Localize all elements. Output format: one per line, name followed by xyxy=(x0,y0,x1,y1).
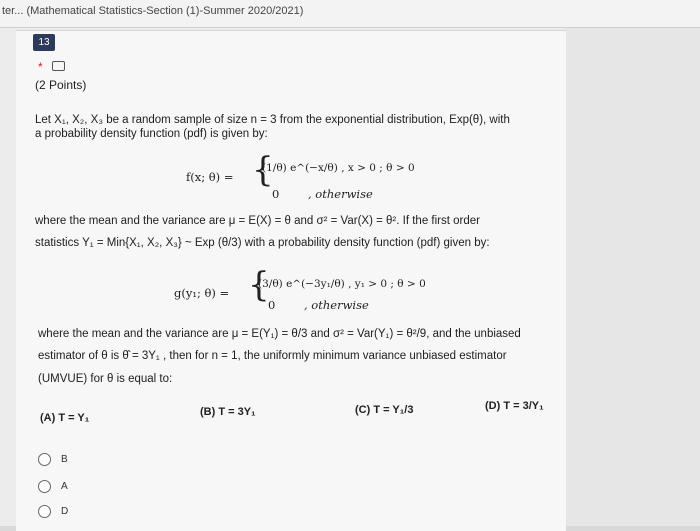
estimator-text: estimator of θ is θ̂ = 3Y₁ , then for n = 1, the uniformly minimum variance unbiased estimator xyxy=(38,350,507,362)
window-title-bar xyxy=(0,0,700,28)
g-pdf-lhs: g(y₁; θ) = xyxy=(174,286,230,300)
umvue-text: (UMVUE) for θ is equal to: xyxy=(38,373,173,385)
option-c-text: (C) T = Y₁/3 xyxy=(355,404,414,416)
option-a-text: (A) T = Y₁ xyxy=(40,412,90,424)
g-pdf-brace: { xyxy=(248,265,270,305)
option-b-text: (B) T = 3Y₁ xyxy=(200,406,256,418)
choice-d[interactable] xyxy=(38,505,68,518)
radio-button[interactable] xyxy=(38,453,51,466)
radio-button[interactable] xyxy=(38,480,51,493)
mean-variance-text: where the mean and the variance are μ = E(X) = θ and σ² = Var(X) = θ². If the first order xyxy=(35,215,480,227)
immersive-reader-icon[interactable] xyxy=(52,61,65,71)
question-intro: Let X₁, X₂, X₃ be a random sample of size n = 3 from the exponential distribution, Exp(θ), with xyxy=(35,114,510,126)
window-title: ter... (Mathematical Statistics-Section (1)-Summer 2020/2021) xyxy=(2,5,304,17)
question-points: (2 Points) xyxy=(35,78,87,92)
mean-variance-y1-text: where the mean and the variance are μ = E(Y₁) = θ/3 and σ² = Var(Y₁) = θ²/9, and the unbiased xyxy=(38,328,521,340)
right-pane xyxy=(565,28,700,526)
g-pdf-case-2-condition: , otherwise xyxy=(304,298,369,312)
required-mark: * xyxy=(38,60,43,74)
g-pdf-case-2-value: 0 xyxy=(268,298,276,312)
choice-label: B xyxy=(61,454,68,465)
radio-button[interactable] xyxy=(38,505,51,518)
pdf-case-2-condition: , otherwise xyxy=(308,187,373,201)
g-pdf-case-1: (3/θ) e^(−3y₁/θ) , y₁ > 0 ; θ > 0 xyxy=(258,278,426,290)
choice-label: D xyxy=(61,506,69,517)
choice-label: A xyxy=(61,481,68,492)
pdf-case-2-value: 0 xyxy=(272,187,280,201)
pdf-case-1: (1/θ) e^(−x/θ) , x > 0 ; θ > 0 xyxy=(262,162,415,174)
pdf-lhs: f(x; θ) = xyxy=(186,170,234,184)
first-order-statistic-text: statistics Y₁ = Min{X₁, X₂, X₃} ~ Exp (θ/3) with a probability density function (pdf) given by: xyxy=(35,237,490,249)
question-number-badge: 13 xyxy=(33,34,55,51)
choice-b[interactable] xyxy=(38,453,68,466)
option-d-text: (D) T = 3/Y₁ xyxy=(485,400,544,412)
choice-a[interactable] xyxy=(38,480,68,493)
pdf-brace: { xyxy=(252,150,274,190)
question-intro-2: a probability density function (pdf) is given by: xyxy=(35,128,268,140)
